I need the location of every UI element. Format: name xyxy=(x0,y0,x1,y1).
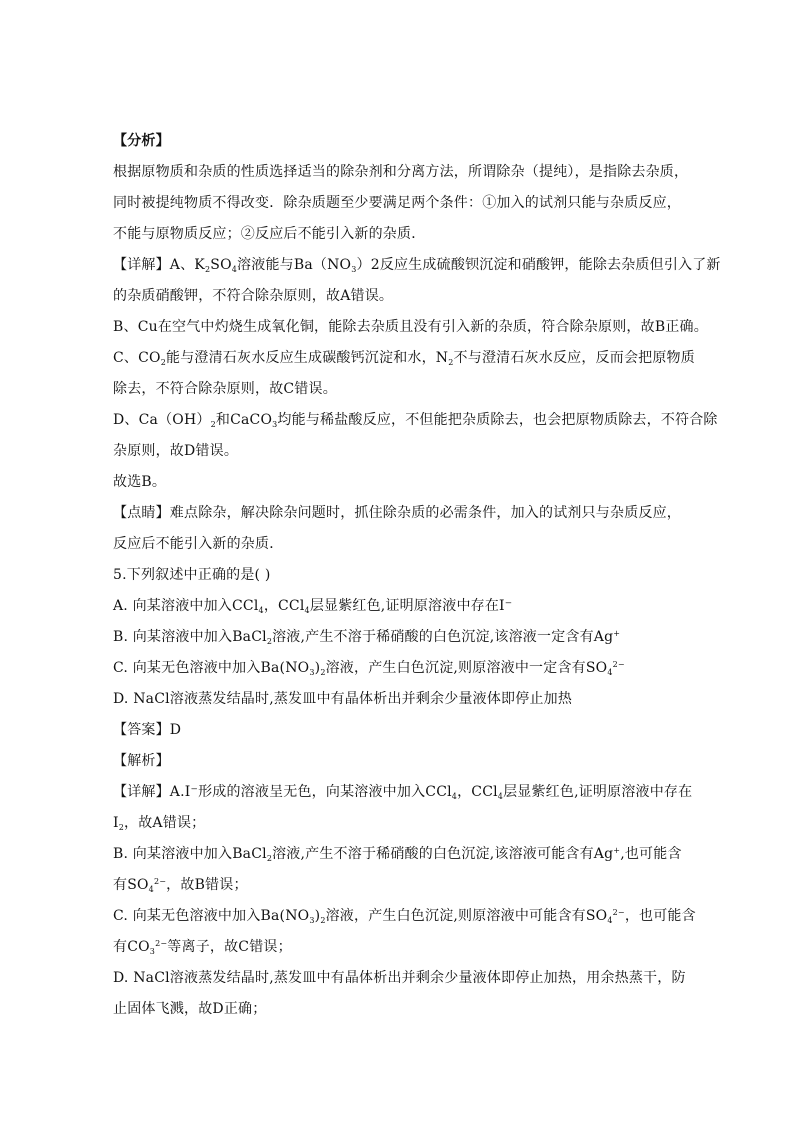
tip-line-1: 【点睛】难点除杂，解决除杂问题时，抓住除杂质的必需条件，加入的试剂只与杂质反应， xyxy=(113,505,681,521)
tip-line-2: 反应后不能引入新的杂质． xyxy=(113,536,284,552)
detail4-a-line-1: 【详解】A、$K_2SO_4$溶液能与$Ba(NO_3)2$反应生成硫酸钡沉淀和硝酸钾，能除去杂质但引入了新 xyxy=(113,257,721,274)
detail5-c-line-2: 有$CO_3^{2-}$等离子，故C错误； xyxy=(113,939,292,956)
question5-analysis-heading: 【解析】 xyxy=(113,753,170,769)
detail4-d-line-1: D、$Ca(OH)_2$和CaCO$_3$均能与稀盐酸反应，不但能把杂质除去，也会把原物质除去，不符合除 xyxy=(113,412,718,429)
question5-option-d: D. NaCl溶液蒸发结晶时,蒸发皿中有晶体析出并剩余少量液体即停止加热 xyxy=(113,691,573,707)
analysis-line-1: 根据原物质和杂质的性质选择适当的除杂剂和分离方法，所谓除杂（提纯），是指除去杂质， xyxy=(113,164,689,180)
question5-answer: 【答案】D xyxy=(113,722,182,738)
question5-option-b: B. 向某溶液中加入BaCl$_2$溶液,产生不溶于稀硝酸的白色沉淀,该溶液一定含有Ag+ xyxy=(113,629,621,646)
detail5-c-line-1: C. 向某无色溶液中加入$Ba(NO_3)_2$溶液，产生白色沉淀,则原溶液中可能含有$SO_4^{2-}$，也可能含 xyxy=(113,908,696,925)
detail5-d-line-2: 止固体飞溅，故D正确； xyxy=(113,1001,267,1017)
analysis-line-2: 同时被提纯物质不得改变．除杂质题至少要满足两个条件：①加入的试剂只能与杂质反应， xyxy=(113,195,681,211)
question5-stem: 5.下列叙述中正确的是( ) xyxy=(113,567,271,583)
analysis-heading: 【分析】 xyxy=(113,133,170,149)
detail4-conclusion: 故选B。 xyxy=(113,474,167,490)
detail5-a-line-1: 【详解】A.I⁻形成的溶液呈无色，向某溶液中加入CCl$_4$，CCl$_4$层显紫红色,证明原溶液中存在 xyxy=(113,784,693,801)
question5-option-a: A. 向某溶液中加入CCl$_4$，CCl$_4$层显紫红色,证明原溶液中存在I⁻ xyxy=(113,598,513,615)
detail4-d-line-2: 杂原则，故D错误。 xyxy=(113,443,239,459)
analysis-line-3: 不能与原物质反应；②反应后不能引入新的杂质． xyxy=(113,226,426,242)
detail4-a-line-2: 的杂质硝酸钾，不符合除杂原则，故A错误。 xyxy=(113,288,394,304)
detail5-d-line-1: D. NaCl溶液蒸发结晶时,蒸发皿中有晶体析出并剩余少量液体即停止加热，用余热蒸干，防 xyxy=(113,970,686,986)
detail5-b-line-2: 有$SO_4^{2-}$，故B错误； xyxy=(113,877,248,894)
detail4-b-line: B、Cu在空气中灼烧生成氧化铜，能除去杂质且没有引入新的杂质，符合除杂原则，故B正确。 xyxy=(113,319,708,335)
question5-option-c: C. 向某无色溶液中加入$Ba(NO_3)_2$溶液，产生白色沉淀,则原溶液中一定含有$SO_4^{2-}$ xyxy=(113,660,625,677)
detail4-c-line-2: 除去，不符合除杂原则，故C错误。 xyxy=(113,381,337,397)
detail5-a-line-2: $I_2$，故A错误； xyxy=(113,815,206,832)
detail5-b-line-1: B. 向某溶液中加入BaCl$_2$溶液,产生不溶于稀硝酸的白色沉淀,该溶液可能含有Ag+,也可能含 xyxy=(113,846,682,863)
detail4-c-line-1: C、$CO_2$能与澄清石灰水反应生成碳酸钙沉淀和水，$N_2$不与澄清石灰水反应，反而会把原物质 xyxy=(113,350,695,367)
